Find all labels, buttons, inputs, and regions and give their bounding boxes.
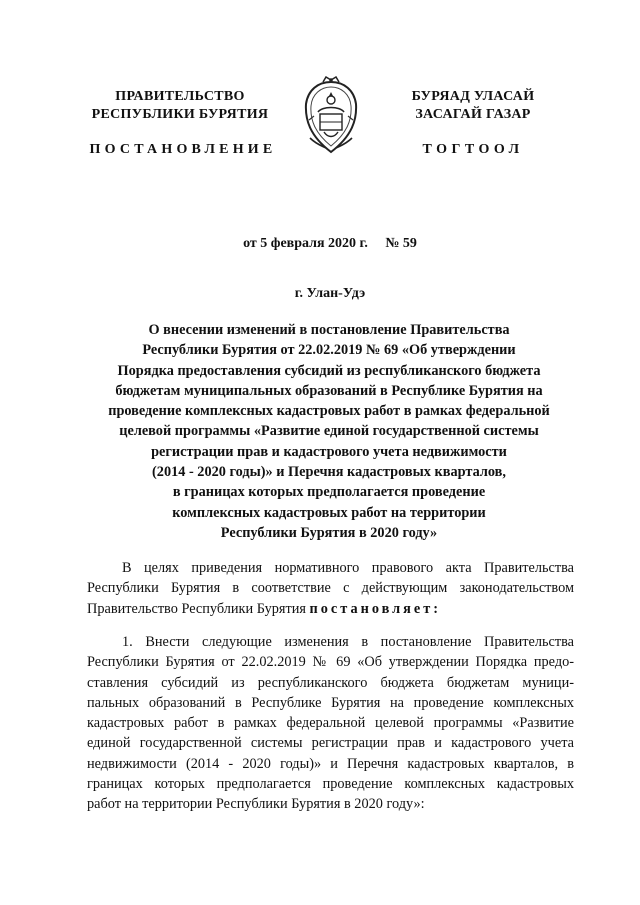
paragraph-line: единой государственной системы регистрации прав и кадастрового учета bbox=[87, 735, 574, 752]
item-1-paragraph bbox=[87, 632, 574, 815]
title-line: в границах которых предполагается проведение bbox=[172, 484, 486, 501]
header-left-line2: РЕСПУБЛИКИ БУРЯТИЯ bbox=[91, 107, 269, 122]
coat-of-arms-icon bbox=[296, 76, 366, 156]
title-line: целевой программы «Развитие единой государственной системы bbox=[119, 423, 539, 440]
resolves-word: постановляет: bbox=[309, 600, 442, 617]
title-line: Республики Бурятия в 2020 году» bbox=[220, 524, 438, 541]
date-number-line bbox=[160, 236, 500, 252]
paragraph-line: Республики Бурятия от 22.02.2019 № 69 «Об утверждении Порядка предо- bbox=[87, 654, 574, 671]
title-line: бюджетам муниципальных образований в Республике Бурятия на bbox=[115, 382, 543, 399]
document-title bbox=[84, 320, 574, 543]
paragraph-line: границах которых предполагается проведение комплексных кадастровых bbox=[87, 776, 574, 793]
title-line: комплексных кадастровых работ на территории bbox=[172, 504, 486, 521]
header-right-line1: БУРЯАД УЛАСАЙ bbox=[411, 89, 535, 104]
paragraph-line: В целях приведения нормативного правового акта Правительства bbox=[122, 560, 574, 576]
city: г. Улан-Удэ bbox=[294, 286, 366, 301]
title-line: Порядка предоставления субсидий из республиканского бюджета bbox=[117, 362, 541, 379]
header-right-line2: ЗАСАГАЙ ГАЗАР bbox=[415, 107, 531, 122]
preamble-paragraph bbox=[87, 558, 574, 619]
paragraph-line: работ на территории Республики Бурятия в 2020 году»: bbox=[87, 796, 425, 813]
paragraph-line bbox=[87, 599, 574, 619]
paragraph-line: недвижимости (2014 - 2020 годы)» и Перечня кадастровых кварталов, в bbox=[87, 755, 574, 772]
title-line: проведение комплексных кадастровых работ в рамках федеральной bbox=[108, 403, 550, 420]
document-number: № 59 bbox=[385, 236, 417, 251]
title-line: (2014 - 2020 годы)» и Перечня кадастровых кварталов, bbox=[152, 464, 506, 481]
paragraph-line: пальных образований в Республике Бурятия на проведение комплексных bbox=[87, 694, 574, 711]
paragraph-line: кадастровых работ в рамках федеральной целевой программы «Развитие bbox=[87, 715, 574, 732]
header-left bbox=[80, 88, 280, 124]
document-date: от 5 февраля 2020 г. bbox=[243, 236, 368, 251]
paragraph-line: Республики Бурятия в соответствие с действующим законодательством bbox=[87, 580, 574, 597]
paragraph-line: 1. Внести следующие изменения в постановление Правительства bbox=[122, 634, 574, 650]
paragraph-line: ставления субсидий из республиканского бюджета бюджетам муници- bbox=[87, 674, 574, 691]
preamble-subject: Правительство Республики Бурятия bbox=[87, 600, 306, 617]
header-right bbox=[378, 88, 568, 124]
doc-type-buryat: ТОГТООЛ bbox=[422, 142, 524, 157]
doc-type-russian: ПОСТАНОВЛЕНИЕ bbox=[89, 142, 277, 157]
title-line: О внесении изменений в постановление Правительства bbox=[148, 322, 510, 338]
header-left-line1: ПРАВИТЕЛЬСТВО bbox=[115, 89, 245, 104]
title-line: Республики Бурятия от 22.02.2019 № 69 «Об утверждении bbox=[142, 342, 516, 359]
title-line: регистрации прав и кадастрового учета недвижимости bbox=[151, 443, 507, 460]
